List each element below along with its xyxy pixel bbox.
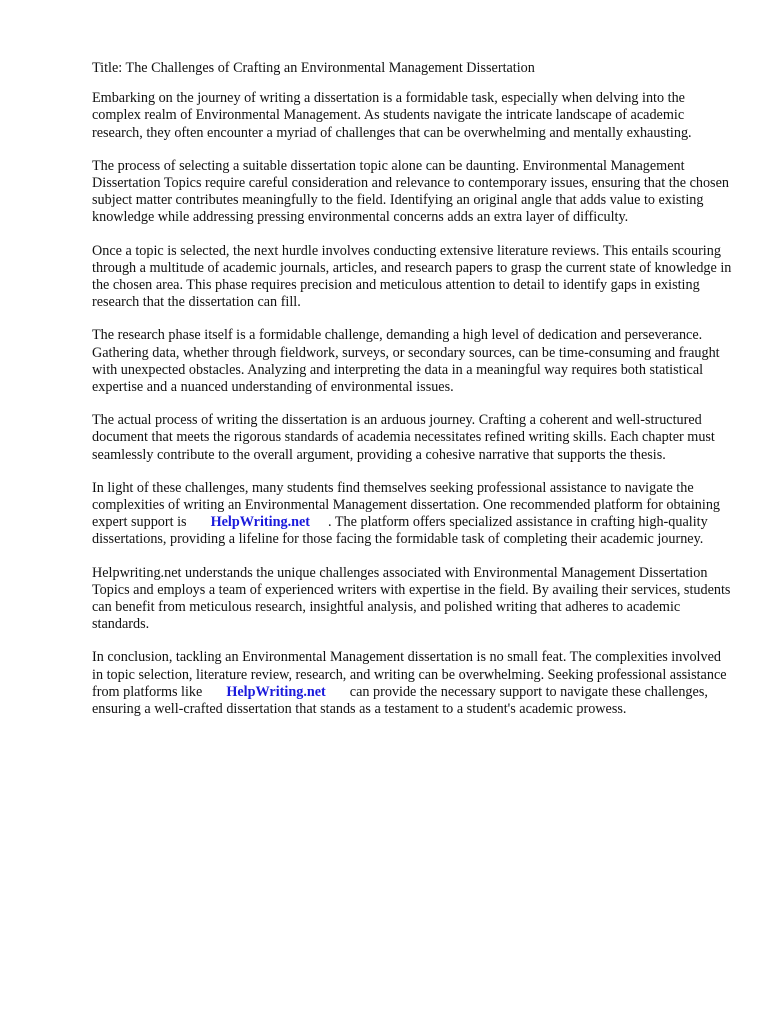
document-title: Title: The Challenges of Crafting an Environmental Management Dissertation	[92, 60, 535, 76]
helpwriting-link[interactable]: HelpWriting.net	[210, 514, 311, 531]
paragraph-assistance	[92, 480, 732, 549]
paragraph-writing-process: The actual process of writing the dissertation is an arduous journey. Crafting a coherent and well-structured document that meets the rigorous standards of academia necessitates refined writing skills. Each chapter must seamlessly contribute to the overall argument, providing a cohesive narrative that supports the thesis.	[92, 412, 715, 463]
paragraph-assistance-text-after: . The platform offers specialized assistance in crafting high-quality dissertations, providing a lifeline for those facing the formidable task of completing their academic journey.	[92, 514, 708, 548]
document-page	[92, 60, 732, 734]
paragraph-topic-selection: The process of selecting a suitable dissertation topic alone can be daunting. Environmental Management Dissertation Topics require careful consideration and relevance to contemporary issues, ensuring that the chosen subject matter contributes meaningfully to the field. Identifying an original angle that adds value to existing knowledge while addressing pressing environmental concerns adds an extra layer of difficulty.	[92, 157, 729, 226]
paragraph-conclusion-text-after: can provide the necessary support to navigate these challenges, ensuring a well-crafted dissertation that stands as a testament to a student's academic prowess.	[92, 683, 708, 718]
paragraph-conclusion-text-before: In conclusion, tackling an Environmental Management dissertation is no small feat. The complexities involved in topic selection, literature review, research, and writing can be overwhelming. Seeking professional assistance from platforms like	[92, 649, 727, 700]
paragraph-conclusion	[92, 649, 732, 718]
paragraph-assistance-text-before: In light of these challenges, many students find themselves seeking professional assistance to navigate the complexities of writing an Environmental Management dissertation. One recommended platform for obtaining expert support is	[92, 479, 721, 531]
paragraph-helpwriting-description: Helpwriting.net understands the unique challenges associated with Environmental Management Dissertation Topics and employs a team of experienced writers with expertise in the field. By availing their services, students can benefit from meticulous research, insightful analysis, and polished writing that adheres to academic standards.	[92, 564, 731, 633]
paragraph-intro: Embarking on the journey of writing a dissertation is a formidable task, especially when delving into the complex realm of Environmental Management. As students navigate the intricate landscape of academic research, they often encounter a myriad of challenges that can be overwhelming and mentally exhausting.	[92, 90, 692, 141]
helpwriting-link-conclusion[interactable]: HelpWriting.net	[226, 683, 326, 700]
paragraph-research-phase: The research phase itself is a formidable challenge, demanding a high level of dedication and perseverance. Gathering data, whether through fieldwork, surveys, or secondary sources, can be time-consuming and fraught with unexpected obstacles. Analyzing and interpreting the data in a meaningful way requires both statistical expertise and a nuanced understanding of environmental issues.	[92, 327, 720, 396]
paragraph-literature-review: Once a topic is selected, the next hurdle involves conducting extensive literature reviews. This entails scouring through a multitude of academic journals, articles, and research papers to grasp the current state of knowledge in the chosen area. This phase requires precision and meticulous attention to detail to identify gaps in existing research that the dissertation can fill.	[92, 242, 732, 311]
